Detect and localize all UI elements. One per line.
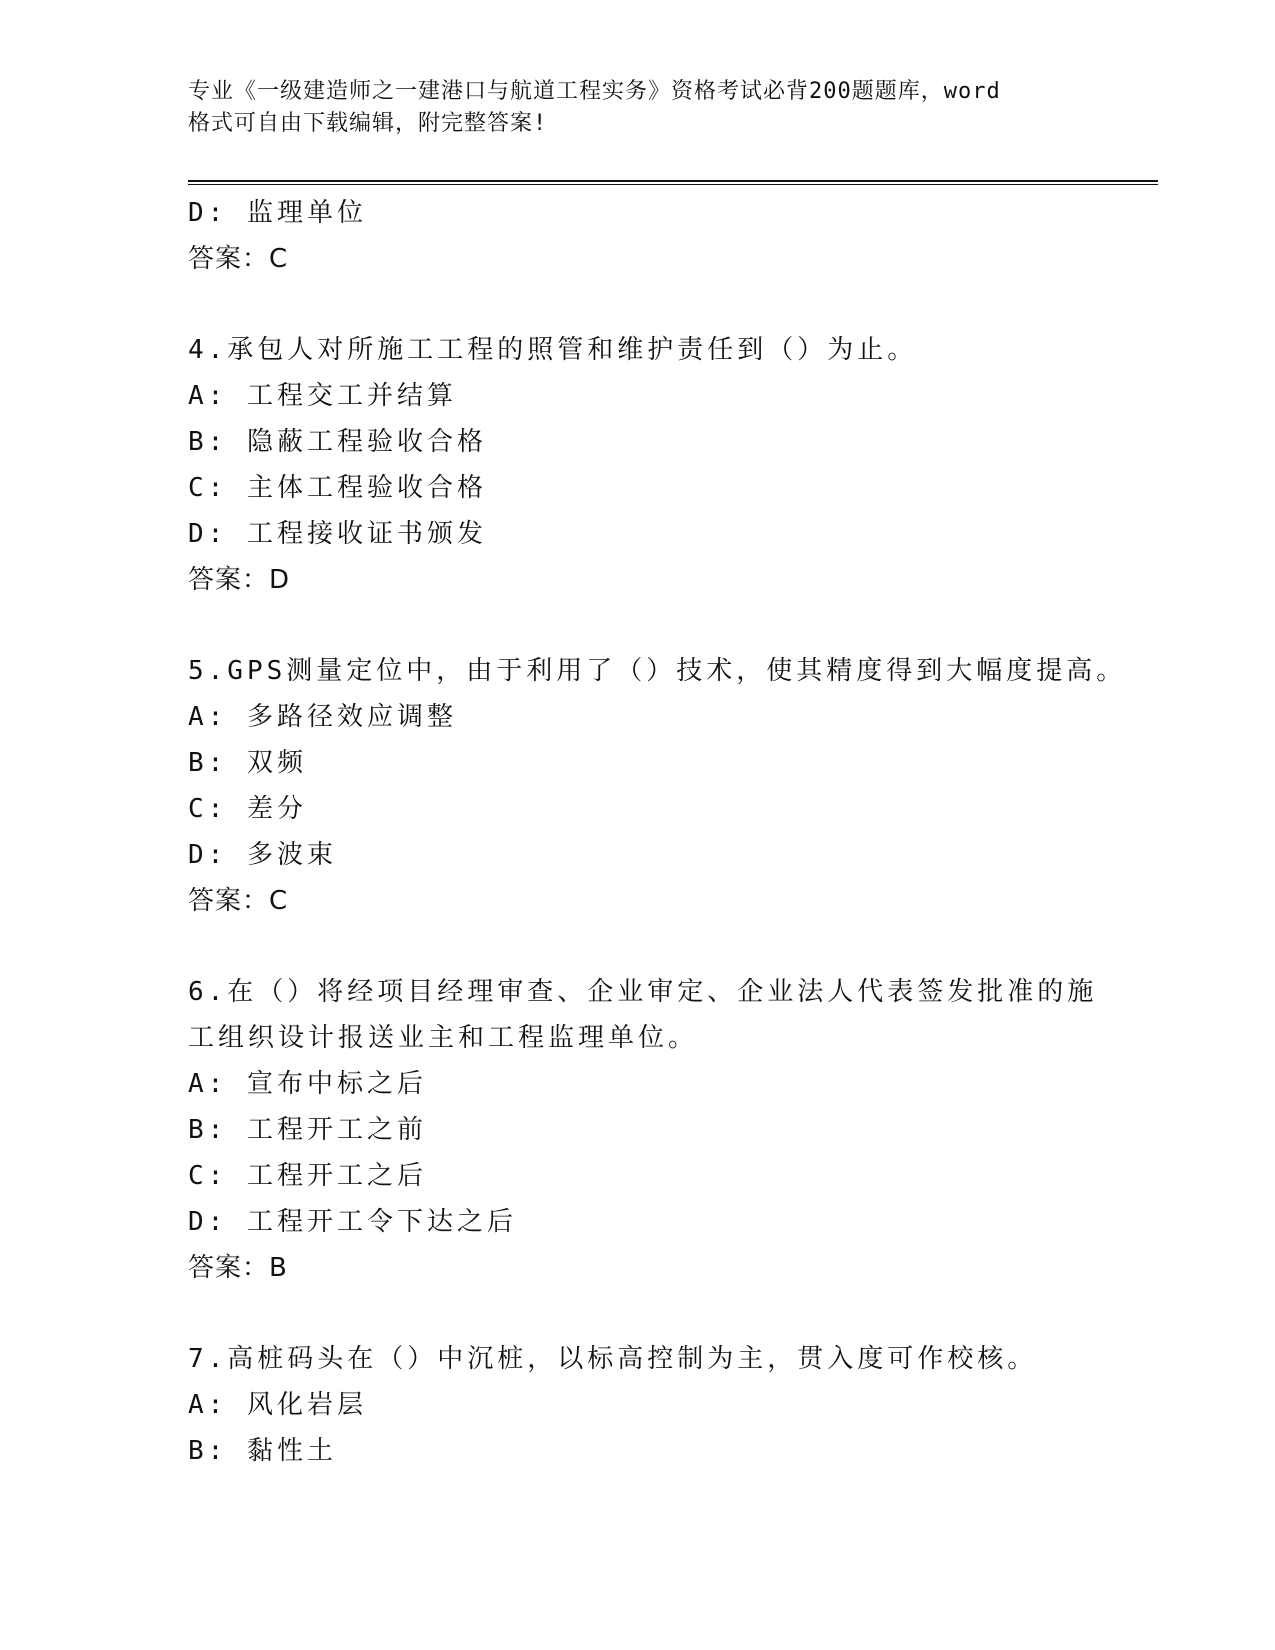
question-7 <box>188 1336 1088 1474</box>
document-header <box>188 76 1088 140</box>
option-b: B: 双频 <box>188 748 307 778</box>
question-5 <box>188 648 1127 924</box>
option-b: B: 隐蔽工程验收合格 <box>188 427 487 457</box>
question-stem-line-2: 工组织设计报送业主和工程监理单位。 <box>188 1023 699 1053</box>
option-b: B: 黏性土 <box>188 1436 337 1466</box>
header-divider-thin <box>188 184 1158 185</box>
question-stem-line-1: 6.在（）将经项目经理审查、企业审定、企业法人代表签发批准的施 <box>188 977 1098 1007</box>
header-divider <box>188 180 1158 182</box>
answer-line: 答案：B <box>188 1253 288 1283</box>
header-line-2: 格式可自由下载编辑，附完整答案! <box>188 111 548 136</box>
header-line-1: 专业《一级建造师之一建港口与航道工程实务》资格考试必背200题题库，word <box>188 79 1001 104</box>
option-a: A: 宣布中标之后 <box>188 1069 427 1099</box>
option-d: D: 工程开工令下达之后 <box>188 1207 517 1237</box>
option-d: D: 工程接收证书颁发 <box>188 519 487 549</box>
option-a: A: 风化岩层 <box>188 1390 367 1420</box>
question-stem: 7.高桩码头在（）中沉桩，以标高控制为主，贯入度可作校核。 <box>188 1344 1038 1374</box>
option-b: B: 工程开工之前 <box>188 1115 427 1145</box>
option-a: A: 工程交工并结算 <box>188 381 457 411</box>
answer-line: 答案：C <box>188 244 289 274</box>
option-a: A: 多路径效应调整 <box>188 702 457 732</box>
option-c: C: 差分 <box>188 794 307 824</box>
option-d: D: 多波束 <box>188 840 337 870</box>
answer-line: 答案：C <box>188 886 289 916</box>
option-c: C: 主体工程验收合格 <box>188 473 487 503</box>
answer-line: 答案：D <box>188 565 291 595</box>
question-stem: 5.GPS测量定位中，由于利用了（）技术，使其精度得到大幅度提高。 <box>188 656 1127 686</box>
option-d: D: 监理单位 <box>188 198 367 228</box>
question-stem: 4.承包人对所施工工程的照管和维护责任到（）为止。 <box>188 335 918 365</box>
option-c: C: 工程开工之后 <box>188 1161 427 1191</box>
question-4 <box>188 327 1088 603</box>
question-3-tail <box>188 190 1088 282</box>
question-list <box>188 190 1127 1474</box>
question-6 <box>188 969 1098 1291</box>
